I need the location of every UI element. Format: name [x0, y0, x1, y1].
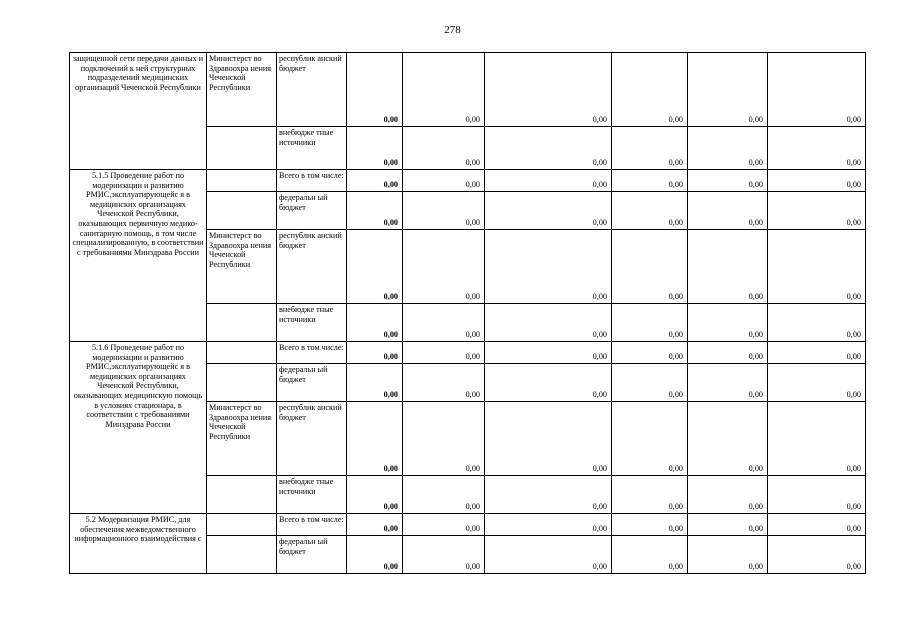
table-row [70, 170, 866, 192]
executor-cell: Министерст во Здравоохра нения Чеченской Республики [207, 230, 277, 304]
value-cell: 0,00 [403, 170, 485, 192]
value-cell: 0,00 [347, 304, 403, 342]
value-cell: 0,00 [612, 170, 688, 192]
funding-source: федеральн ый бюджет [277, 192, 347, 230]
value-cell: 0,00 [688, 170, 768, 192]
funding-source: республик анский бюджет [277, 402, 347, 476]
value-cell: 0,00 [768, 192, 866, 230]
value-cell: 0,00 [403, 364, 485, 402]
value-cell: 0,00 [347, 364, 403, 402]
value-cell: 0,00 [612, 304, 688, 342]
funding-source: республик анский бюджет [277, 230, 347, 304]
value-cell: 0,00 [688, 192, 768, 230]
value-cell: 0,00 [485, 342, 612, 364]
value-cell: 0,00 [688, 342, 768, 364]
value-cell: 0,00 [403, 192, 485, 230]
value-cell: 0,00 [485, 536, 612, 574]
value-cell: 0,00 [485, 127, 612, 170]
value-cell: 0,00 [768, 402, 866, 476]
value-cell: 0,00 [485, 402, 612, 476]
value-cell: 0,00 [347, 514, 403, 536]
executor-cell [207, 304, 277, 342]
value-cell: 0,00 [612, 402, 688, 476]
value-cell: 0,00 [688, 514, 768, 536]
value-cell: 0,00 [347, 230, 403, 304]
budget-table [69, 52, 866, 574]
executor-cell [207, 342, 277, 364]
value-cell: 0,00 [688, 53, 768, 127]
value-cell: 0,00 [347, 53, 403, 127]
value-cell: 0,00 [612, 364, 688, 402]
value-cell: 0,00 [403, 342, 485, 364]
value-cell: 0,00 [612, 127, 688, 170]
value-cell: 0,00 [403, 536, 485, 574]
table-row [70, 342, 866, 364]
value-cell: 0,00 [403, 514, 485, 536]
value-cell: 0,00 [768, 304, 866, 342]
table-row [70, 514, 866, 536]
value-cell: 0,00 [485, 230, 612, 304]
value-cell: 0,00 [768, 364, 866, 402]
value-cell: 0,00 [768, 230, 866, 304]
value-cell: 0,00 [688, 230, 768, 304]
value-cell: 0,00 [612, 342, 688, 364]
value-cell: 0,00 [347, 192, 403, 230]
executor-cell [207, 536, 277, 574]
value-cell: 0,00 [768, 476, 866, 514]
value-cell: 0,00 [688, 364, 768, 402]
value-cell: 0,00 [485, 304, 612, 342]
value-cell: 0,00 [485, 192, 612, 230]
value-cell: 0,00 [688, 402, 768, 476]
measure-description: 5.1.5 Проведение работ по модернизации и развитию РМИС,эксплуатирующейс я в медицинских организациях Чеченской Республики, оказывающих первичную медико-санитарную помощь, в том числе специализированную, в соответствии с требованиями Минздрава России [70, 170, 207, 342]
value-cell: 0,00 [768, 170, 866, 192]
value-cell: 0,00 [688, 127, 768, 170]
value-cell: 0,00 [688, 536, 768, 574]
value-cell: 0,00 [485, 364, 612, 402]
value-cell: 0,00 [347, 536, 403, 574]
funding-source: республик анский бюджет [277, 53, 347, 127]
value-cell: 0,00 [688, 304, 768, 342]
value-cell: 0,00 [612, 514, 688, 536]
value-cell: 0,00 [403, 230, 485, 304]
funding-source: внебюдже тные источники [277, 127, 347, 170]
value-cell: 0,00 [485, 170, 612, 192]
value-cell: 0,00 [485, 514, 612, 536]
funding-source: Всего в том числе: [277, 170, 347, 192]
funding-source: внебюдже тные источники [277, 304, 347, 342]
value-cell: 0,00 [403, 304, 485, 342]
value-cell: 0,00 [485, 53, 612, 127]
value-cell: 0,00 [612, 230, 688, 304]
page-number: 278 [444, 24, 461, 36]
funding-source: внебюдже тные источники [277, 476, 347, 514]
value-cell: 0,00 [768, 536, 866, 574]
funding-source: Всего в том числе: [277, 342, 347, 364]
measure-description: 5.2 Модернизация РМИС, для обеспечения межведомственного информационного взаимодействия с [70, 514, 207, 574]
executor-cell [207, 127, 277, 170]
value-cell: 0,00 [768, 127, 866, 170]
funding-source: федеральн ый бюджет [277, 536, 347, 574]
funding-source: федеральн ый бюджет [277, 364, 347, 402]
value-cell: 0,00 [403, 402, 485, 476]
value-cell: 0,00 [612, 536, 688, 574]
funding-source: Всего в том числе: [277, 514, 347, 536]
measure-description: 5.1.6 Проведение работ по модернизации и развитию РМИС,эксплуатирующейс я в медицинских организациях Чеченской Республики, оказывающих медицинскую помощь в условиях стационара, в соответствии с требованиями Минздрава России [70, 342, 207, 514]
value-cell: 0,00 [768, 514, 866, 536]
value-cell: 0,00 [612, 53, 688, 127]
value-cell: 0,00 [768, 342, 866, 364]
value-cell: 0,00 [347, 476, 403, 514]
value-cell: 0,00 [403, 53, 485, 127]
value-cell: 0,00 [688, 476, 768, 514]
value-cell: 0,00 [485, 476, 612, 514]
executor-cell [207, 170, 277, 192]
executor-cell [207, 192, 277, 230]
executor-cell: Министерст во Здравоохра нения Чеченской Республики [207, 402, 277, 476]
value-cell: 0,00 [403, 127, 485, 170]
table-row [70, 53, 866, 127]
value-cell: 0,00 [347, 170, 403, 192]
executor-cell [207, 476, 277, 514]
value-cell: 0,00 [768, 53, 866, 127]
executor-cell [207, 514, 277, 536]
measure-description: защищенной сети передачи данных и подключений к ней структурных подразделений медицинских организаций Чеченской Республики [70, 53, 207, 170]
executor-cell [207, 364, 277, 402]
value-cell: 0,00 [612, 476, 688, 514]
value-cell: 0,00 [347, 127, 403, 170]
value-cell: 0,00 [612, 192, 688, 230]
executor-cell: Министерст во Здравоохра нения Чеченской Республики [207, 53, 277, 127]
value-cell: 0,00 [347, 402, 403, 476]
value-cell: 0,00 [347, 342, 403, 364]
value-cell: 0,00 [403, 476, 485, 514]
